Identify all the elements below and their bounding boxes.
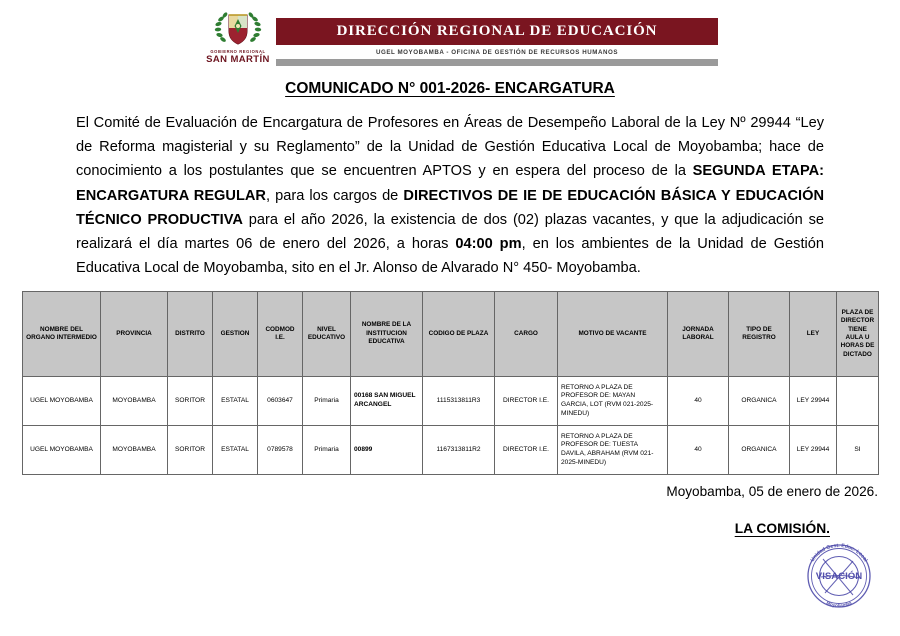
- col-ley: LEY: [790, 292, 837, 377]
- cell-motivo: RETORNO A PLAZA DE PROFESOR DE: TUESTA DAVILA, ABRAHAM (RVM 021-2025-MINEDU): [558, 426, 668, 475]
- paragraph-part-1: El Comité de Evaluación de Encargatura de Profesores en Áreas de Desempeño Laboral de la Ley Nº 29944 “Ley de Reforma magisterial y su Reglamento” de la Unidad de Gestión Educativa Local de Moyobamba; hace de conocimiento a los postulantes que se encuentren APTOS y en espera del proceso de la: [76, 115, 824, 180]
- banner-title: DIRECCIÓN REGIONAL DE EDUCACIÓN: [276, 18, 718, 45]
- cell-nivel: Primaria: [303, 426, 351, 475]
- banner-gray-rule: [276, 59, 718, 66]
- visacion-stamp: [797, 537, 881, 613]
- vacancies-table-container: [22, 291, 878, 475]
- cell-institucion: 00899: [351, 426, 423, 475]
- col-nivel-educativo: NIVEL EDUCATIVO: [303, 292, 351, 377]
- visacion-seal-icon: [797, 537, 881, 613]
- col-jornada-laboral: JORNADA LABORAL: [668, 292, 729, 377]
- cell-distrito: SORITOR: [168, 377, 213, 426]
- col-organo-intermedio: NOMBRE DEL ORGANO INTERMEDIO: [23, 292, 101, 377]
- paragraph-part-3: para el año 2026, la existencia de dos (02) plazas vacantes, y que la adjudicación se realizará el día martes 06 de enero del 2026, a horas: [76, 211, 824, 253]
- paragraph-bold-time: 04:00 pm: [455, 236, 522, 253]
- cell-gestion: ESTATAL: [213, 377, 258, 426]
- coat-of-arms-icon: [212, 10, 264, 48]
- cell-tipo-registro: ORGANICA: [729, 377, 790, 426]
- cell-codigo-plaza: 1115313811R3: [423, 377, 495, 426]
- cell-institucion: 00168 SAN MIGUEL ARCANGEL: [351, 377, 423, 426]
- stamp-ring-bottom-text: Moyobamba: [825, 600, 853, 609]
- col-institucion: NOMBRE DE LA INSTITUCION EDUCATIVA: [351, 292, 423, 377]
- col-gestion: GESTION: [213, 292, 258, 377]
- place-and-date: Moyobamba, 05 de enero de 2026.: [666, 484, 878, 499]
- cell-nivel: Primaria: [303, 377, 351, 426]
- crest-region-label: SAN MARTÍN: [206, 54, 270, 65]
- cell-gestion: ESTATAL: [213, 426, 258, 475]
- cell-ley: LEY 29944: [790, 377, 837, 426]
- cell-cargo: DIRECTOR I.E.: [495, 426, 558, 475]
- cell-cargo: DIRECTOR I.E.: [495, 377, 558, 426]
- stamp-center-text: VISACIÓN: [815, 571, 863, 582]
- cell-organo: UGEL MOYOBAMBA: [23, 426, 101, 475]
- col-provincia: PROVINCIA: [101, 292, 168, 377]
- svg-text:Moyobamba: [826, 600, 853, 608]
- banner-subtitle: UGEL MOYOBAMBA - OFICINA DE GESTIÓN DE RECURSOS HUMANOS: [375, 49, 619, 56]
- cell-aula-horas: SI: [837, 426, 879, 475]
- cell-motivo: RETORNO A PLAZA DE PROFESOR DE: MAYAN GARCIA, LOT (RVM 021-2025-MINEDU): [558, 377, 668, 426]
- document-header: [0, 8, 900, 66]
- cell-provincia: MOYOBAMBA: [101, 426, 168, 475]
- announcement-paragraph: [76, 111, 824, 280]
- col-tipo-registro: TIPO DE REGISTRO: [729, 292, 790, 377]
- page-title: COMUNICADO N° 001-2026- ENCARGATURA: [285, 80, 615, 97]
- stamp-ring-top-text: Unidad Gest. Educ. Local: [809, 542, 869, 564]
- cell-jornada: 40: [668, 377, 729, 426]
- col-codmod: CODMOD I.E.: [258, 292, 303, 377]
- paragraph-part-4: , en los ambientes de la Unidad de Gestión Educativa Local de Moyobamba, sito en el Jr. Alonso de Alvarado N° 450- Moyobamba.: [76, 236, 825, 277]
- table-row: [23, 426, 879, 475]
- table-header-row: [23, 292, 879, 377]
- cell-codigo-plaza: 1167313811R2: [423, 426, 495, 475]
- paragraph-bold-stage: SEGUNDA ETAPA: ENCARGATURA REGULAR: [76, 163, 824, 204]
- col-aula-horas-dictado: PLAZA DE DIRECTOR TIENE AULA U HORAS DE DICTADO: [837, 292, 879, 377]
- signature-block: LA COMISIÓN.: [734, 521, 830, 536]
- cell-aula-horas: [837, 377, 879, 426]
- cell-provincia: MOYOBAMBA: [101, 377, 168, 426]
- header-banner: [276, 18, 718, 66]
- cell-jornada: 40: [668, 426, 729, 475]
- crest-government-label: GOBIERNO REGIONAL: [210, 49, 266, 54]
- cell-tipo-registro: ORGANICA: [729, 426, 790, 475]
- col-codigo-plaza: CODIGO DE PLAZA: [423, 292, 495, 377]
- paragraph-part-2: , para los cargos de: [265, 187, 404, 204]
- table-row: [23, 377, 879, 426]
- col-cargo: CARGO: [495, 292, 558, 377]
- paragraph-bold-positions: DIRECTIVOS DE IE DE EDUCACIÓN BÁSICA Y EDUCACIÓN TÉCNICO PRODUCTIVA: [76, 187, 824, 228]
- cell-codmod: 0603647: [258, 377, 303, 426]
- cell-codmod: 0789578: [258, 426, 303, 475]
- col-motivo-vacante: MOTIVO DE VACANTE: [558, 292, 668, 377]
- cell-distrito: SORITOR: [168, 426, 213, 475]
- regional-government-crest: [190, 10, 286, 66]
- vacancies-table: [22, 291, 879, 475]
- cell-organo: UGEL MOYOBAMBA: [23, 377, 101, 426]
- cell-ley: LEY 29944: [790, 426, 837, 475]
- col-distrito: DISTRITO: [168, 292, 213, 377]
- svg-text:Unidad Gest. Educ. Local: [810, 543, 869, 564]
